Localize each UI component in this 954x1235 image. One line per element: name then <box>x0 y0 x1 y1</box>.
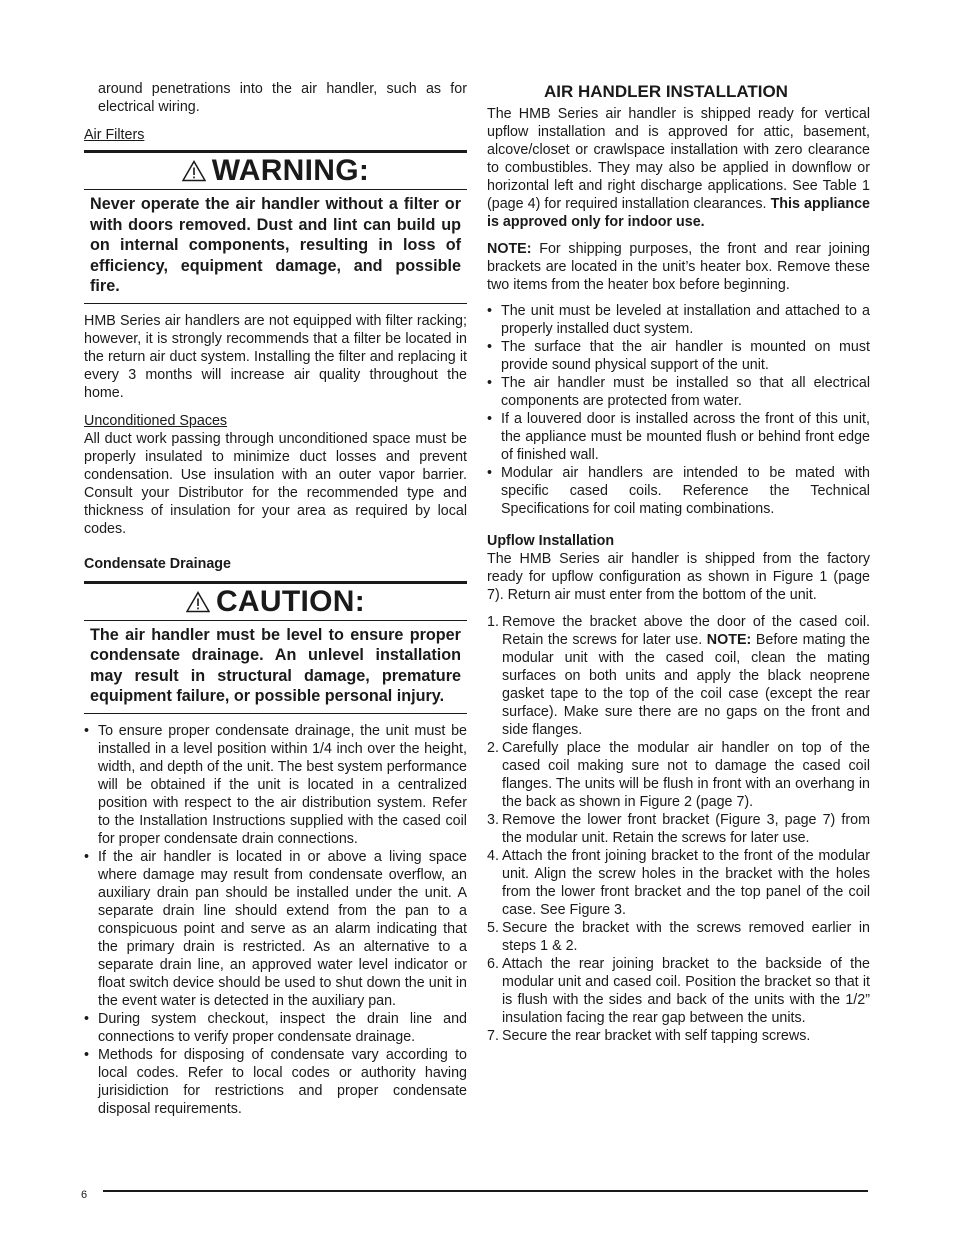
intro-continuation: around penetrations into the air handler, such as for electrical wiring. <box>98 81 467 115</box>
step-number: 5. <box>487 920 499 936</box>
list-item: • To ensure proper condensate drainage, the unit must be installed in a level position within 1/4 inch over the height, width, and depth of the unit. The best system performance will be obtained if the unit is located in a centralized position with respect to the air distribution system. Refer to the Installation Instructions supplied with the cased coil for proper condensate drain connections. <box>84 722 467 848</box>
list-item: • If a louvered door is installed across the front of this unit, the appliance must be mounted flush or behind front edge of finished wall. <box>487 410 870 464</box>
step-number: 1. <box>487 614 499 630</box>
list-item: • The air handler must be installed so that all electrical components are protected from water. <box>487 374 870 410</box>
unconditioned-paragraph: All duct work passing through unconditioned space must be properly insulated to minimize duct losses and prevent condensation. Use insulation with an outer vapor barrier. Consult your Distributor for the recommended type and thickness of insulation for your area as required by local codes. <box>84 430 467 537</box>
list-item <box>487 811 870 847</box>
warning-triangle-icon <box>182 160 206 182</box>
page-number: 6 <box>81 1189 88 1201</box>
installation-intro <box>487 105 870 231</box>
indoor-use-statement: This appliance is approved only for indoor use. <box>487 196 870 230</box>
right-column <box>487 80 870 1045</box>
air-filters-heading: Air Filters <box>84 127 145 143</box>
upflow-steps-list <box>487 613 870 1045</box>
list-item <box>487 919 870 955</box>
unconditioned-spaces-heading: Unconditioned Spaces <box>84 412 228 429</box>
warning-header <box>84 150 467 190</box>
installation-intro-text: The HMB Series air handler is shipped ready for vertical upflow installation and is approved for attic, basement, alcove/closet or crawlspace installation with zero clearance to combustibles. They may also be applied in downflow or horizontal left and right discharge applications. See Table 1 (page 4) for required installation clearances. <box>487 106 870 212</box>
step-number: 2. <box>487 740 499 756</box>
upflow-paragraph: The HMB Series air handler is shipped from the factory ready for upflow configuration as shown in Figure 1 (page 7). Return air must enter from the bottom of the unit. <box>487 551 870 603</box>
list-item: • If the air handler is located in or above a living space where damage may result from condensate overflow, an auxiliary drain pan should be installed under the unit. A separate drain line should extend from the pan to a conspicuous point and serve as an alarm indicating that the primary drain is restricted. As an alternative to a separate drain line, an approved water level indicator or float switch device should be used to shut down the unit in the event water is detected in the auxiliary pan. <box>84 848 467 1010</box>
note-text: For shipping purposes, the front and rear joining brackets are located in the unit’s heater box. Remove these two items from the heater box before beginning. <box>487 241 870 293</box>
caution-header <box>84 581 467 621</box>
caution-triangle-icon <box>186 591 210 613</box>
list-item: • The unit must be leveled at installation and attached to a properly installed duct system. <box>487 302 870 338</box>
step-1-text-a: Remove the bracket above the door of the cased coil. Retain the screws for later use. <box>502 614 870 648</box>
step-1-note-label: NOTE: <box>706 632 752 648</box>
list-item: • During system checkout, inspect the drain line and connections to verify proper condensate drainage. <box>84 1010 467 1046</box>
warning-text: Never operate the air handler without a filter or with doors removed. Dust and lint can build up on internal components, resulting in loss of efficiency, equipment damage, and possible fire. <box>84 190 467 304</box>
section-heading: AIR HANDLER INSTALLATION <box>544 82 788 101</box>
condensate-drainage-heading: Condensate Drainage <box>84 555 231 572</box>
caution-text: The air handler must be level to ensure proper condensate drainage. An unlevel installation may result in structural damage, premature equipment failure, or possible personal injury. <box>84 621 467 714</box>
footer-rule <box>103 1190 868 1192</box>
condensate-bullet-list <box>84 722 467 1118</box>
step-number: 4. <box>487 848 499 864</box>
step-number: 7. <box>487 1028 499 1044</box>
list-item <box>487 613 870 739</box>
warning-title: WARNING: <box>211 154 370 187</box>
step-text: Attach the front joining bracket to the front of the modular unit. Align the screw holes in the bracket with the holes from the lower front bracket and the top panel of the coil case. See Figure 3. <box>502 848 870 918</box>
installation-bullet-list <box>487 302 870 518</box>
step-text: Remove the lower front bracket (Figure 3, page 7) from the modular unit. Retain the screws for later use. <box>502 812 870 846</box>
note-label: NOTE: <box>487 241 532 257</box>
list-item <box>487 955 870 1027</box>
step-1-text-b: Before mating the modular unit with the cased coil, clean the mating surfaces on both units and apply the black neoprene gasket tape to the top of the coil case (except the rear surface). Make sure there are no gaps on the front and side flanges. <box>502 632 870 738</box>
list-item <box>487 739 870 811</box>
step-text: Secure the bracket with the screws removed earlier in steps 1 & 2. <box>502 920 870 954</box>
left-column <box>84 80 467 1118</box>
list-item <box>487 1027 870 1045</box>
step-number: 3. <box>487 812 499 828</box>
filters-paragraph: HMB Series air handlers are not equipped with filter racking; however, it is strongly recommends that a filter be located in the return air duct system. Installing the filter and replacing it every 3 months will increase air quality throughout the home. <box>84 312 467 401</box>
list-item: • The surface that the air handler is mounted on must provide sound physical support of the unit. <box>487 338 870 374</box>
step-text: Attach the rear joining bracket to the backside of the modular unit and cased coil. Position the bracket so that it is flush with the sides and back of the units with the 1/2” insulation facing the rear gap between the units. <box>502 956 870 1026</box>
list-item: • Modular air handlers are intended to be mated with specific cased coils. Reference the Technical Specifications for coil mating combinations. <box>487 464 870 518</box>
caution-title: CAUTION: <box>215 584 366 618</box>
upflow-heading: Upflow Installation <box>487 533 615 549</box>
step-text: Secure the rear bracket with self tapping screws. <box>502 1028 811 1044</box>
step-number: 6. <box>487 956 499 972</box>
list-item <box>487 847 870 919</box>
shipping-note <box>487 240 870 294</box>
list-item: • Methods for disposing of condensate vary according to local codes. Refer to local codes or authority having jurisidiction for restrictions and proper condensate disposal requirements. <box>84 1046 467 1118</box>
step-text: Carefully place the modular air handler on top of the cased coil making sure not to damage the cased coil flanges. The units will be flush in front with an overhang in the back as shown in Figure 2 (page 7). <box>502 740 870 810</box>
